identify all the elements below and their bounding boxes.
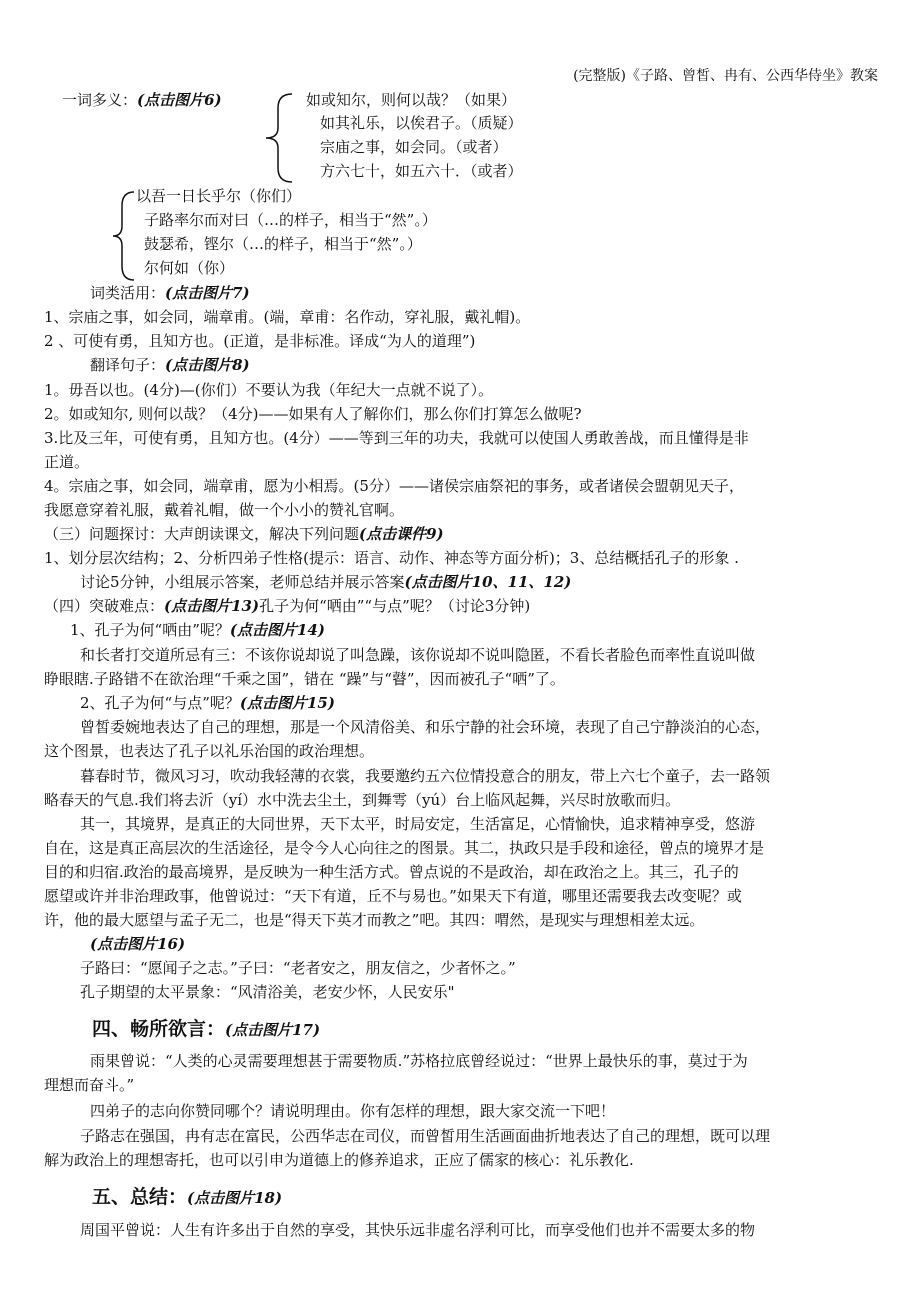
section4-q2 [80,693,335,713]
polysemy-ref-link[interactable]: (点击图片6) [137,91,222,109]
paragraph-line: 解为政治上的理想寄托，也可以引申为道德上的修养追求，正应了儒家的核心：礼乐教化. [44,1151,634,1169]
section4-q2-text: 2、孔子为何“与点”呢？ [80,694,240,712]
part4-title: 四、畅所欲言： [92,1018,226,1040]
section3-title: （三）问题探讨：大声朗读课文，解决下列问题 [44,525,360,543]
paragraph-line: 暮春时节，微风习习，吹动我轻薄的衣裳，我要邀约五六位情投意合的朋友，带上六七个童子，去一路领 [80,767,771,785]
paragraph-line: 目的和归宿.政治的最高境界，是反映为一种生活方式。曾点说的不是政治，却在政治之上。其三，孔子的 [44,863,739,881]
paragraph-line: 略春天的气息.我们将去沂（yí）水中洗去尘土，到舞雩（yú）台上临风起舞，兴尽时放歌而归。 [44,791,681,809]
paragraph-line: 四弟子的志向你赞同哪个？请说明理由。你有怎样的理想，跟大家交流一下吧！ [90,1102,616,1120]
paragraph-line: 和长者打交道所忌有三：不该你说却说了叫急躁，该你说却不说叫隐匿，不看长者脸色而率性直说叫做 [80,646,756,664]
section3-heading [44,524,444,544]
translate-label: 翻译句子： [90,356,166,374]
polysemy-heading [62,90,222,110]
polysemy-er-2: 子路率尔而对曰（…的样子，相当于“然”。） [144,211,437,229]
wordclass-item: 1、宗庙之事，如会同，端章甫。(端，章甫：名作动，穿礼服，戴礼帽)。 [44,308,531,326]
polysemy-label: 一词多义： [62,91,138,109]
section4-ref-link[interactable]: (点击图片15) [239,694,335,712]
translate-line: 4。宗庙之事，如会同，端章甫，愿为小相焉。(5分）——诸侯宗庙祭祀的事务，或者诸侯会盟朝见天子， [44,477,744,495]
paragraph-line: 理想而奋斗。” [44,1076,135,1094]
paragraph-line: 子路曰：“愿闻子之志。”子曰：“老者安之，朋友信之，少者怀之。” [80,959,516,977]
translate-line: 正道。 [44,453,90,471]
part5-ref-link[interactable]: (点击图片18) [187,1189,283,1207]
polysemy-huo-1: 如或知尔，则何以哉？（如果） [306,91,517,109]
translate-line: 3.比及三年，可使有勇，且知方也。(4分）——等到三年的功夫，我就可以使国人勇敢善战，而且懂得是非 [44,429,749,447]
section4-q1 [70,620,325,640]
translate-line: 2。如或知尔, 则何以哉？（4分)——如果有人了解你们，那么你们打算怎么做呢? [44,405,582,423]
polysemy-er-3: 鼓瑟希，铿尔（…的样子，相当于“然”。） [144,235,422,253]
section3-ref-link[interactable]: (点击课件9) [359,525,444,543]
wordclass-label: 词类活用： [90,284,166,302]
translate-line: 我愿意穿着礼服，戴着礼帽，做一个小小的赞礼官啊。 [44,501,405,519]
paragraph-line: 孔子期望的太平景象：“风清浴美，老安少怀，人民安乐" [80,983,455,1001]
polysemy-er-4: 尔何如（你） [144,259,235,277]
translate-ref-link[interactable]: (点击图片8) [165,356,250,374]
section4-ref-link[interactable]: (点击图片13) [164,597,260,615]
translate-line: 1。毋吾以也。(4分)—(你们）不要认为我（年纪大一点就不说了）。 [44,381,494,399]
paragraph-line: 雨果曾说：“人类的心灵需要理想甚于需要物质.”苏格拉底曾经说过：“世界上最快乐的事，莫过于为 [90,1052,748,1070]
paragraph-line: 周国平曾说：人生有许多出于自然的享受，其快乐远非虚名浮利可比，而享受他们也并不需要太多的物 [80,1221,756,1239]
section4-heading [44,596,530,616]
section4-ref-link[interactable]: (点击图片16) [90,935,186,953]
translate-heading [90,355,250,375]
paragraph-line: 子路志在强国，冉有志在富民，公西华志在司仪，而曾皙用生活画面曲折地表达了自己的理想，既可以理 [80,1127,771,1145]
left-brace-icon [262,92,302,184]
part4-ref-link[interactable]: (点击图片17) [225,1021,321,1039]
section4-question: 孔子为何“哂由”“与点”呢？（讨论3分钟) [259,597,531,615]
section4-q1-text: 1、孔子为何“哂由”呢？ [70,621,230,639]
section3-ref-link[interactable]: (点击图片10、11、12) [404,573,572,591]
part5-title: 五、总结： [92,1186,188,1208]
section4-title: （四）突破难点： [44,597,165,615]
paragraph-line: 愿望或许并非治理政事，他曾说过：“天下有道，丘不与易也。”如果天下有道，哪里还需要我去改变呢？或 [44,887,742,905]
polysemy-huo-4: 方六七十，如五六十．（或者） [320,162,523,180]
paragraph-line: 曾皙委婉地表达了自己的理想，那是一个风清俗美、和乐宁静的社会环境，表现了自己宁静淡泊的心态， [80,718,771,736]
part5-heading [92,1185,282,1209]
section4-ref-link[interactable]: (点击图片14) [229,621,325,639]
polysemy-er-1: 以吾一日长乎尔（你们） [136,187,302,205]
paragraph-line: 其一，其境界，是真正的大同世界，天下太平，时局安定，生活富足，心情愉快，追求精神享受，悠游 [80,815,756,833]
part4-heading [92,1017,320,1041]
paragraph-line: 这个图景，也表达了孔子以礼乐治国的政治理想。 [44,742,375,760]
paragraph-line: 睁眼瞎.子路错不在欲治理“千乘之国”，错在 “躁”与“瞽”，因而被孔子“哂”了。 [44,670,565,688]
section3-line: 1、划分层次结构；2、分析四弟子性格(提示：语言、动作、神态等方面分析)；3、总结概括孔子的形象 . [44,549,739,567]
paragraph-line: 许，他的最大愿望与孟子无二，也是“得天下英才而教之”吧。其四：喟然，是现实与理想相差太远。 [44,911,705,929]
document-title: (完整版)《子路、曾皙、冉有、公西华侍坐》教案 [573,68,878,84]
wordclass-heading [90,283,250,303]
section3-line [80,572,571,592]
polysemy-huo-3: 宗庙之事，如会同。（或者） [320,138,508,156]
section3-line2-text: 讨论5分钟，小组展示答案，老师总结并展示答案 [80,573,405,591]
polysemy-huo-2: 如其礼乐，以俟君子。（质疑） [320,114,523,132]
paragraph-line: 自在，这是真正高层次的生活途径，是令今人心向往之的图景。其二，执政只是手段和途径，曾点的境界才是 [44,839,765,857]
wordclass-item: 2 、可使有勇，且知方也。(正道，是非标准。译成“为人的道理”) [44,332,476,350]
wordclass-ref-link[interactable]: (点击图片7) [165,284,250,302]
